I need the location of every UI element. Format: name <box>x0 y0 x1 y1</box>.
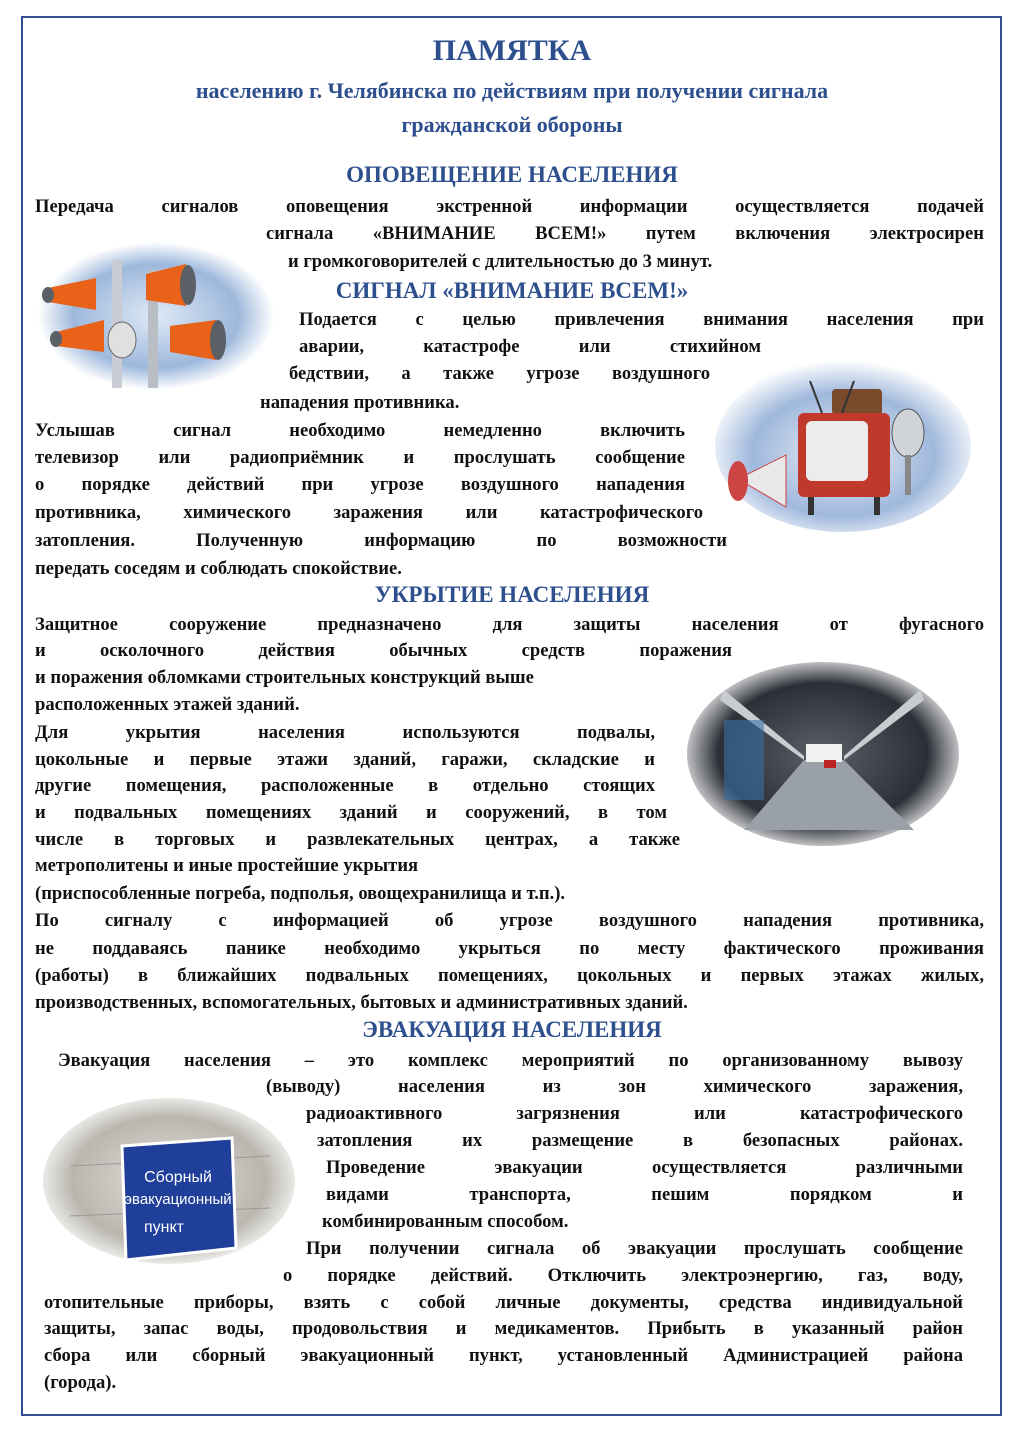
text-line: телевизор или радиоприёмник и прослушать сообщение <box>35 447 685 468</box>
text-line: о порядке действий. Отключить электроэнергию, газ, воду, <box>283 1265 963 1286</box>
text-line: производственных, вспомогательных, бытовых и административных зданий. <box>35 992 688 1013</box>
text-line: метрополитены и иные простейшие укрытия <box>35 855 419 876</box>
text-line: отопительные приборы, взять с собой личные документы, средства индивидуальной <box>44 1292 963 1313</box>
text-line: радиоактивного загрязнения или катастрофического <box>306 1103 963 1124</box>
text-line: о порядке действий при угрозе воздушного нападения <box>35 474 685 495</box>
text-line: комбинированным способом. <box>322 1211 569 1232</box>
text-line: (города). <box>44 1372 117 1393</box>
text-line: и громкоговорителей с длительностью до 3 минут. <box>288 251 713 272</box>
page-title: ПАМЯТКА <box>432 34 592 67</box>
text-line: не поддаваясь панике необходимо укрыться по месту фактического проживания <box>35 938 984 959</box>
sign-line: пункт <box>143 1219 185 1236</box>
text-line: противника, химического заражения или катастрофического <box>35 502 703 523</box>
heading-attention-signal: СИГНАЛ «ВНИМАНИЕ ВСЕМ!» <box>335 278 689 303</box>
loudspeaker-sirens-icon <box>36 240 276 392</box>
heading-evacuation: ЭВАКУАЦИЯ НАСЕЛЕНИЯ <box>362 1017 662 1042</box>
page-subtitle <box>0 74 1024 142</box>
text-line: затопления их размещение в безопасных районах. <box>317 1130 963 1151</box>
tv-radio-microphone-icon <box>712 357 974 535</box>
text-line: затопления. Полученную информацию по возможности <box>35 530 727 551</box>
text-line: аварии, катастрофе или стихийном <box>299 336 761 357</box>
text-line: сбора или сборный эвакуационный пункт, установленный Администрацией района <box>44 1345 963 1366</box>
text-line: видами транспорта, пешим порядком и <box>326 1184 963 1205</box>
text-line: нападения противника. <box>260 392 460 413</box>
text-line: и подвальных помещениях зданий и сооружений, в том <box>35 802 667 823</box>
text-line: По сигналу с информацией об угрозе воздушного нападения противника, <box>35 910 984 931</box>
text-line: числе в торговых и развлекательных центрах, а также <box>35 829 680 850</box>
text-line: Эвакуация населения – это комплекс мероприятий по организованному вывозу <box>58 1050 963 1071</box>
heading-shelter: УКРЫТИЕ НАСЕЛЕНИЯ <box>374 582 650 607</box>
heading-notification: ОПОВЕЩЕНИЕ НАСЕЛЕНИЯ <box>346 162 678 187</box>
text-line: и осколочного действия обычных средств поражения <box>35 640 732 661</box>
text-line: передать соседям и соблюдать спокойствие. <box>35 558 402 579</box>
text-line: Передача сигналов оповещения экстренной информации осуществляется подачей <box>35 196 984 217</box>
text-line: Подается с целью привлечения внимания населения при <box>299 309 984 330</box>
text-line: другие помещения, расположенные в отдельно стоящих <box>35 775 655 796</box>
text-line: защиты, запас воды, продовольствия и медикаментов. Прибыть в указанный район <box>44 1318 963 1339</box>
subtitle-line: населению г. Челябинска по действиям при получении сигнала <box>195 78 829 103</box>
evacuation-sign-icon <box>40 1096 298 1266</box>
sign-line: Сборный <box>144 1169 212 1186</box>
text-line: (приспособленные погреба, подполья, овощехранилища и т.п.). <box>35 883 566 904</box>
subtitle-line: гражданской обороны <box>401 112 623 137</box>
text-line: цокольные и первые этажи зданий, гаражи, складские и <box>35 749 655 770</box>
text-line: Для укрытия населения используются подвалы, <box>35 722 655 743</box>
text-line: При получении сигнала об эвакуации прослушать сообщение <box>306 1238 963 1259</box>
text-line: бедствии, а также угрозе воздушного <box>289 363 710 384</box>
text-line: и поражения обломками строительных конструкций выше <box>35 667 534 688</box>
text-line: (выводу) населения из зон химического заражения, <box>266 1076 963 1097</box>
text-line: расположенных этажей зданий. <box>35 694 300 715</box>
sign-line: эвакуационный <box>124 1191 232 1208</box>
text-line: (работы) в ближайших подвальных помещениях, цокольных и первых этажах жилых, <box>35 965 984 986</box>
underground-parking-icon <box>684 660 962 848</box>
text-line: Проведение эвакуации осуществляется различными <box>326 1157 963 1178</box>
text-line: сигнала «ВНИМАНИЕ ВСЕМ!» путем включения электросирен <box>266 223 984 244</box>
text-line: Защитное сооружение предназначено для защиты населения от фугасного <box>35 614 984 635</box>
text-line: Услышав сигнал необходимо немедленно включить <box>35 420 685 441</box>
